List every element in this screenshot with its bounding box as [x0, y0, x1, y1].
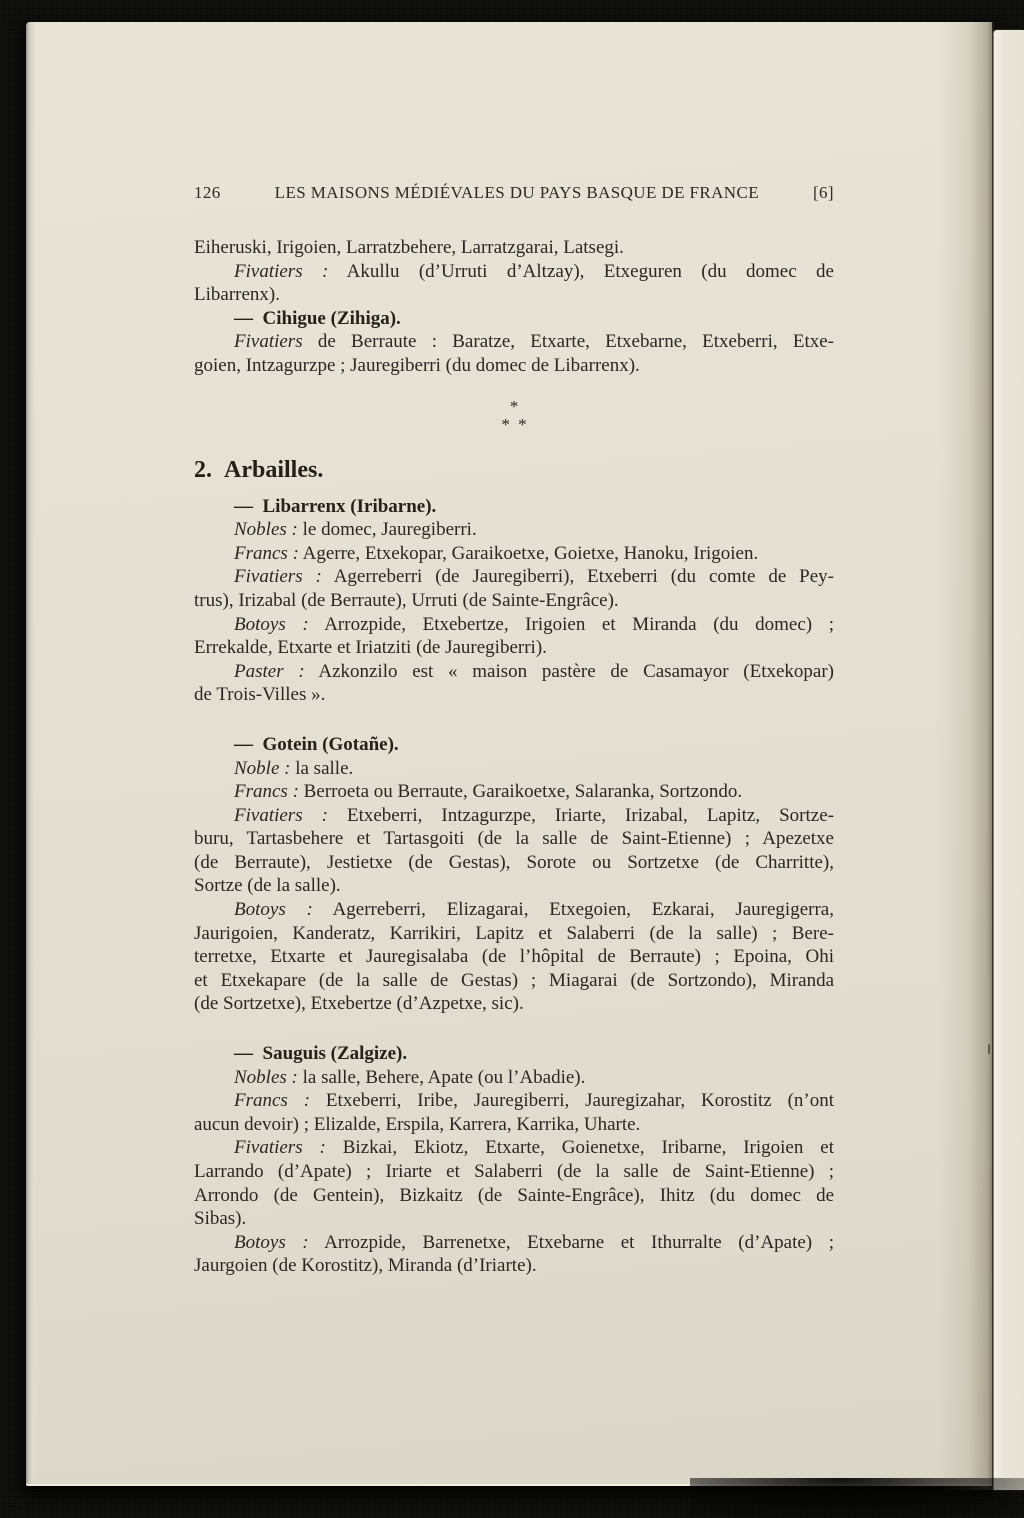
paragraph [194, 660, 834, 707]
paragraph [194, 260, 834, 307]
text-line: (de Berraute), Jestietxe (de Gestas), Sorote ou Sortzetxe (de Charritte), [194, 851, 834, 873]
text-line: Botoys : Arrozpide, Barrenetxe, Etxebarne et Ithurralte (d’Apate) ; [234, 1231, 834, 1253]
text-line: et Etxekapare (de la salle de Gestas) ; Miagarai (de Sortzondo), Miranda [194, 969, 834, 991]
text-line: Arrondo (de Gentein), Bizkaitz (de Sainte-Engrâce), Ihitz (du domec de [194, 1184, 834, 1206]
subsection-heading [194, 1042, 834, 1066]
folio-ref: [6] [812, 183, 834, 202]
text-line: Sibas). [194, 1208, 247, 1230]
text-line: 2. Arbailles. [194, 456, 324, 483]
text-line: Nobles : le domec, Jauregiberri. [234, 519, 477, 541]
paragraph [194, 565, 834, 612]
text-line: Eiheruski, Irigoien, Larratzbehere, Larratzgarai, Latsegi. [194, 237, 624, 258]
text-line: Fivatiers : Etxeberri, Intzagurzpe, Iriarte, Irizabal, Lapitz, Sortze- [234, 804, 834, 826]
paragraph [194, 330, 834, 377]
text-line: Francs : Agerre, Etxekopar, Garaikoetxe, Goietxe, Hanoku, Irigoien. [234, 542, 759, 564]
paragraph [194, 613, 834, 660]
document-body [194, 236, 834, 1278]
text-line: Jaurigoien, Kanderatz, Karrikiri, Lapitz et Salaberri (de la salle) ; Bere- [194, 922, 834, 944]
separator-star-line: * * [501, 414, 527, 434]
text-line: Botoys : Arrozpide, Etxebertze, Irigoien et Miranda (du domec) ; [234, 613, 835, 635]
text-line: terretxe, Etxarte et Jauregisalaba (de l’hôpital de Berraute) ; Epoina, Ohi [194, 946, 834, 968]
adjacent-page-edge [994, 30, 1024, 1490]
text-line: — Libarrenx (Iribarne). [234, 495, 437, 517]
running-title: LES MAISONS MÉDIÉVALES DU PAYS BASQUE DE FRANCE [274, 183, 759, 202]
text-line: Fivatiers : Agerreberri (de Jauregiberri), Etxeberri (du comte de Pey- [234, 566, 834, 588]
page-text-block [194, 182, 834, 1278]
subsection-heading [194, 733, 834, 757]
paragraph [194, 1089, 834, 1136]
subsection-heading [194, 495, 834, 519]
text-line: Noble : la salle. [234, 757, 354, 779]
text-line: Botoys : Agerreberri, Elizagarai, Etxegoien, Ezkarai, Jauregigerra, [234, 899, 834, 921]
text-line: goien, Intzagurzpe ; Jauregiberri (du domec de Libarrenx). [194, 354, 640, 376]
text-line: Fivatiers : Akullu (d’Urruti d’Altzay), Etxeguren (du domec de [234, 260, 834, 282]
gutter-speck [988, 1044, 990, 1054]
page-stack-edge [26, 22, 36, 1484]
text-line: — Sauguis (Zalgize). [234, 1043, 408, 1065]
text-line: Paster : Azkonzilo est « maison pastère de Casamayor (Etxekopar) [234, 660, 835, 682]
text-line: Errekalde, Etxarte et Iriatziti (de Jauregiberri). [194, 637, 547, 659]
paragraph [194, 780, 834, 804]
text-line: Fivatiers : Bizkai, Ekiotz, Etxarte, Goienetxe, Iribarne, Irigoien et [234, 1137, 834, 1159]
text-line: Jaurgoien (de Korostitz), Miranda (d’Iriarte). [194, 1255, 537, 1277]
text-line: trus), Irizabal (de Berraute), Urruti (de Sainte-Engrâce). [194, 589, 619, 611]
text-line: aucun devoir) ; Elizalde, Erspila, Karrera, Karrika, Uharte. [194, 1113, 641, 1135]
paragraph [194, 518, 834, 542]
paragraph [194, 1231, 834, 1278]
text-line: Fivatiers de Berraute : Baratze, Etxarte, Etxebarne, Etxeberri, Etxe- [234, 331, 834, 353]
section-separator [194, 398, 834, 434]
paragraph [194, 1136, 834, 1230]
text-line: Nobles : la salle, Behere, Apate (ou l’Abadie). [234, 1066, 586, 1088]
paragraph [194, 542, 834, 566]
separator-star-line: * [509, 396, 519, 416]
text-line: Francs : Etxeberri, Iribe, Jauregiberri, Jauregizahar, Korostitz (n’ont [234, 1090, 834, 1112]
text-line: Francs : Berroeta ou Berraute, Garaikoetxe, Salaranka, Sortzondo. [234, 781, 743, 803]
book-page [26, 22, 992, 1486]
text-line: (de Sortzetxe), Etxebertze (d’Azpetxe, sic). [194, 993, 524, 1015]
text-line: — Gotein (Gotañe). [234, 733, 399, 755]
paragraph [194, 898, 834, 1016]
text-line: buru, Tartasbehere et Tartasgoiti (de la salle de Saint-Etienne) ; Apezetxe [194, 828, 834, 850]
paragraph [194, 236, 834, 260]
paragraph [194, 757, 834, 781]
page-header [194, 182, 834, 204]
text-line: Libarrenx). [194, 284, 280, 306]
page-number: 126 [194, 183, 221, 202]
text-line: de Trois-Villes ». [194, 684, 326, 706]
text-line: Larrando (d’Apate) ; Iriarte et Salaberri (de la salle de Saint-Etienne) ; [194, 1161, 834, 1182]
paragraph [194, 804, 834, 898]
paragraph [194, 1066, 834, 1090]
text-line: Sortze (de la salle). [194, 875, 341, 897]
section-heading [194, 455, 834, 485]
text-line: — Cihigue (Zihiga). [234, 307, 401, 329]
subsection-heading [194, 307, 834, 331]
